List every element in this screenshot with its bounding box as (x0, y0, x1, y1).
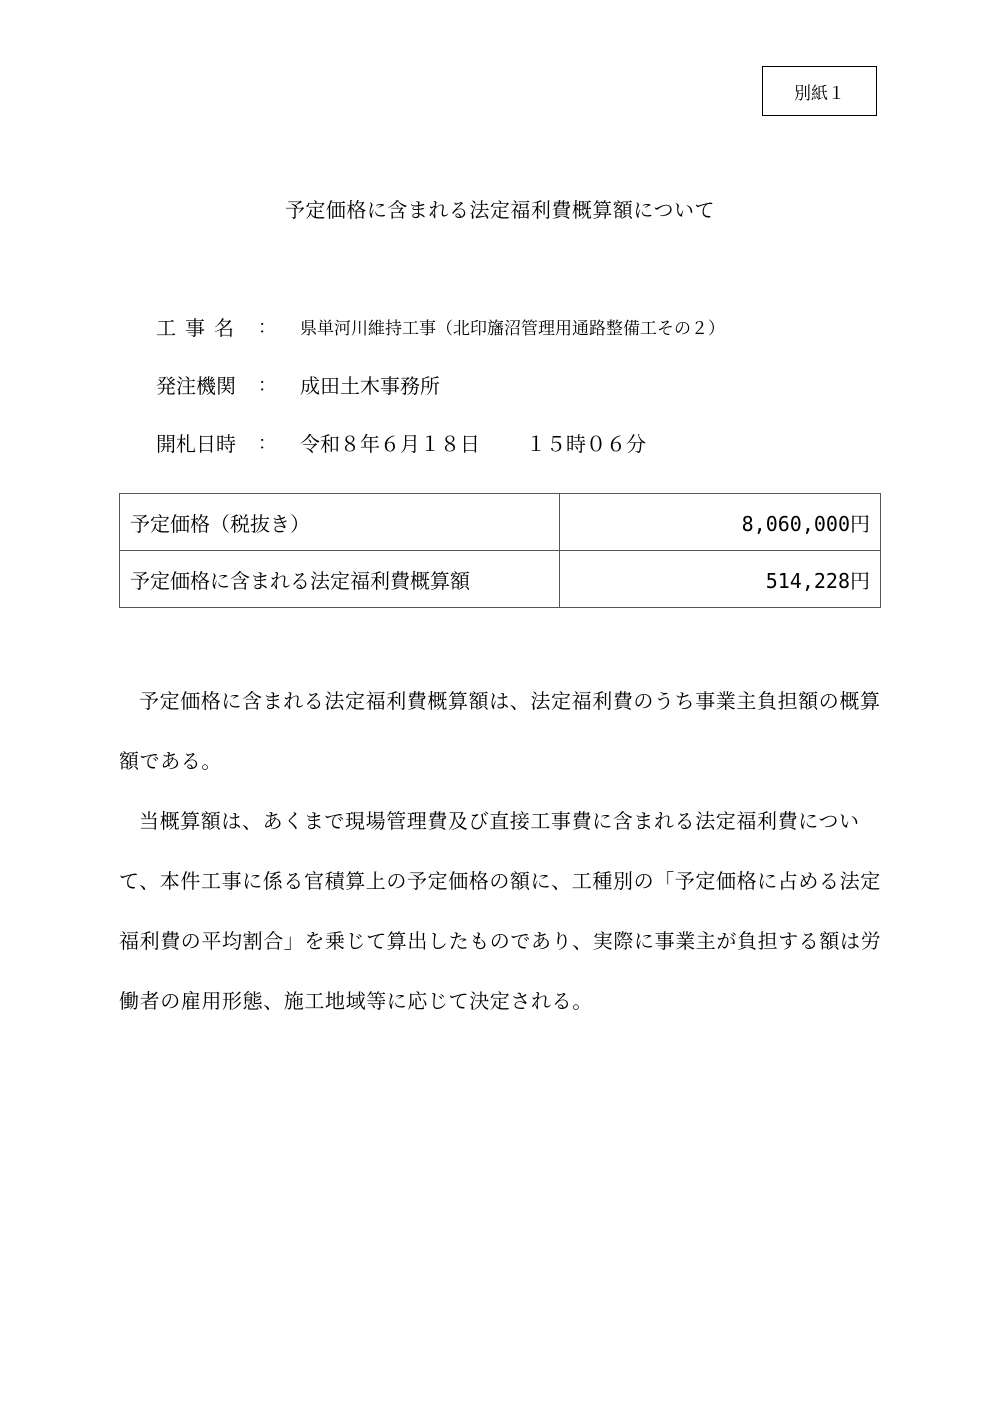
agency-name: 成田土木事務所 (300, 373, 440, 398)
page-title: 予定価格に含まれる法定福利費概算額について (284, 198, 716, 222)
table-row (120, 494, 881, 551)
opening-label: 開札日時 (156, 431, 236, 456)
info-row-opening (156, 427, 646, 457)
attachment-label: 別紙１ (762, 66, 877, 116)
agency-colon: ： (258, 375, 276, 396)
welfare-cost-value (560, 551, 881, 608)
paragraph-definition: 予定価格に含まれる法定福利費概算額は、法定福利費のうち事業主負担額の概算額である。 (119, 689, 881, 773)
welfare-cost-unit: 円 (850, 568, 870, 593)
construction-colon: ： (258, 317, 276, 338)
construction-name: 県単河川維持工事（北印旛沼管理用通路整備工その２） (300, 318, 725, 339)
info-row-agency (156, 369, 440, 399)
info-row-construction (156, 311, 725, 341)
paragraph-explanation: 当概算額は、あくまで現場管理費及び直接工事費に含まれる法定福利費について、本件工事に係る官積算上の予定価格の額に、工種別の「予定価格に占める法定福利費の平均割合」を乗じて算出したものであり、実際に事業主が負担する額は労働者の雇用形態、施工地域等に応じて決定される。 (119, 809, 882, 1013)
estimated-price-unit: 円 (850, 511, 870, 536)
estimated-price-value (560, 494, 881, 551)
opening-time: １５時０６分 (526, 431, 646, 456)
body-text (119, 671, 889, 1031)
agency-label: 発注機関 (156, 373, 236, 398)
price-table (119, 493, 881, 608)
opening-date: 令和８年６月１８日 (300, 431, 480, 456)
estimated-price-label: 予定価格（税抜き） (120, 494, 560, 551)
opening-colon: ： (258, 433, 276, 454)
welfare-cost-amount: 514,228 (765, 568, 850, 593)
estimated-price-amount: 8,060,000 (741, 511, 850, 536)
welfare-cost-label: 予定価格に含まれる法定福利費概算額 (120, 551, 560, 608)
table-row (120, 551, 881, 608)
construction-label: 工事名 (156, 315, 243, 340)
